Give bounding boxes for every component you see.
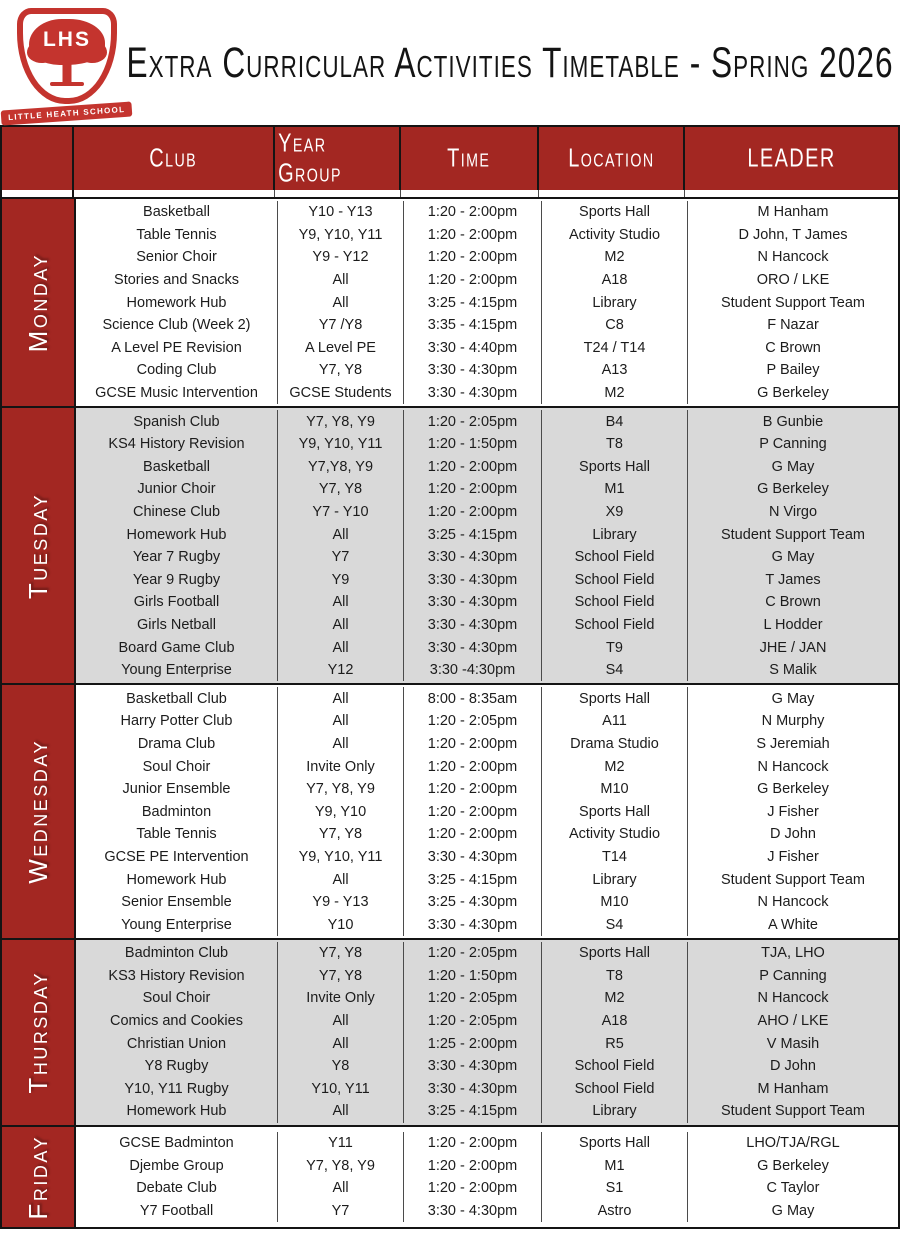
leader-cell: N Hancock xyxy=(687,755,898,778)
column-header-leader: LEADER xyxy=(685,127,898,190)
location-cell: S1 xyxy=(541,1177,687,1200)
club-cell: Girls Netball xyxy=(137,616,216,633)
day-sections xyxy=(2,197,898,1227)
year-group-cell: Y7, Y8, Y9 xyxy=(277,1154,403,1177)
table-row xyxy=(76,1055,898,1078)
time-cell: 1:20 - 2:00pm xyxy=(403,1132,541,1155)
table-row xyxy=(76,523,898,546)
time-cell: 1:20 - 2:05pm xyxy=(403,987,541,1010)
table-row xyxy=(76,987,898,1010)
timetable xyxy=(0,125,900,1229)
leader-cell: Student Support Team xyxy=(687,868,898,891)
year-group-cell: Y7 - Y10 xyxy=(277,501,403,524)
club-cell: Y10, Y11 Rugby xyxy=(124,1080,229,1097)
location-cell: School Field xyxy=(541,569,687,592)
leader-cell: LHO/TJA/RGL xyxy=(687,1132,898,1155)
club-cell: GCSE PE Intervention xyxy=(104,848,249,865)
table-row xyxy=(76,433,898,456)
day-label-text: Tuesday xyxy=(22,492,53,599)
year-group-cell: Y10, Y11 xyxy=(277,1078,403,1101)
location-cell: Activity Studio xyxy=(541,823,687,846)
leader-cell: M Hanham xyxy=(687,201,898,224)
day-label-text: Thursday xyxy=(22,971,53,1094)
column-header-club: Club xyxy=(74,127,275,190)
location-cell: Sports Hall xyxy=(541,201,687,224)
day-section-thursday xyxy=(2,938,898,1125)
school-logo xyxy=(0,4,134,121)
club-cell: Badminton Club xyxy=(124,945,229,962)
year-group-cell: Y9, Y10, Y11 xyxy=(277,846,403,869)
leader-cell: AHO / LKE xyxy=(687,1010,898,1033)
column-header-time: Time xyxy=(401,127,539,190)
club-cell: Table Tennis xyxy=(136,826,217,843)
year-group-cell: Y9 xyxy=(277,569,403,592)
table-row xyxy=(76,823,898,846)
leader-cell: N Hancock xyxy=(687,891,898,914)
table-row xyxy=(76,1154,898,1177)
leader-cell: P Canning xyxy=(687,433,898,456)
time-cell: 1:20 - 2:00pm xyxy=(403,1154,541,1177)
year-group-cell: Y9 - Y13 xyxy=(277,891,403,914)
leader-cell: ORO / LKE xyxy=(687,269,898,292)
table-row xyxy=(76,337,898,360)
location-cell: M10 xyxy=(541,778,687,801)
location-cell: School Field xyxy=(541,591,687,614)
year-group-cell: Y10 xyxy=(277,913,403,936)
time-cell: 1:20 - 2:00pm xyxy=(403,823,541,846)
time-cell: 3:30 - 4:30pm xyxy=(403,913,541,936)
time-cell: 1:20 - 2:00pm xyxy=(403,733,541,756)
club-cell: Debate Club xyxy=(136,1180,217,1197)
club-cell: Junior Ensemble xyxy=(122,781,231,798)
day-label-text: Wednesday xyxy=(22,739,53,885)
time-cell: 3:30 - 4:30pm xyxy=(403,546,541,569)
leader-cell: N Murphy xyxy=(687,710,898,733)
location-cell: M2 xyxy=(541,382,687,405)
leader-cell: F Nazar xyxy=(687,314,898,337)
table-row xyxy=(76,755,898,778)
time-cell: 1:20 - 1:50pm xyxy=(403,965,541,988)
table-row xyxy=(76,478,898,501)
time-cell: 3:35 - 4:15pm xyxy=(403,314,541,337)
table-row xyxy=(76,913,898,936)
table-row xyxy=(76,291,898,314)
club-cell: Young Enterprise xyxy=(121,916,232,933)
club-cell: GCSE Badminton xyxy=(119,1135,234,1152)
table-row xyxy=(76,410,898,433)
club-cell: Spanish Club xyxy=(133,413,220,430)
club-cell: Comics and Cookies xyxy=(110,1013,243,1030)
leader-cell: M Hanham xyxy=(687,1078,898,1101)
column-header-year-group: Year Group xyxy=(275,127,401,190)
time-cell: 3:30 - 4:30pm xyxy=(403,591,541,614)
table-row xyxy=(76,1010,898,1033)
time-cell: 3:25 - 4:15pm xyxy=(403,868,541,891)
location-cell: S4 xyxy=(541,659,687,682)
club-cell: Junior Choir xyxy=(137,481,216,498)
page-header xyxy=(0,0,900,125)
table-row xyxy=(76,891,898,914)
table-row xyxy=(76,359,898,382)
table-row xyxy=(76,800,898,823)
year-group-cell: Y10 - Y13 xyxy=(277,201,403,224)
header-row xyxy=(2,127,898,190)
time-cell: 3:30 - 4:30pm xyxy=(403,1078,541,1101)
leader-cell: P Canning xyxy=(687,965,898,988)
leader-cell: P Bailey xyxy=(687,359,898,382)
time-cell: 1:20 - 1:50pm xyxy=(403,433,541,456)
leader-cell: S Jeremiah xyxy=(687,733,898,756)
club-cell: Soul Choir xyxy=(142,990,211,1007)
club-cell: Stories and Snacks xyxy=(114,272,239,289)
leader-cell: N Hancock xyxy=(687,246,898,269)
leader-cell: Student Support Team xyxy=(687,1100,898,1123)
table-row xyxy=(76,314,898,337)
day-label xyxy=(2,408,76,683)
club-cell: Science Club (Week 2) xyxy=(102,317,251,334)
time-cell: 3:30 -4:30pm xyxy=(403,659,541,682)
time-cell: 1:20 - 2:00pm xyxy=(403,224,541,247)
time-cell: 3:30 - 4:30pm xyxy=(403,614,541,637)
leader-cell: L Hodder xyxy=(687,614,898,637)
year-group-cell: Y9, Y10, Y11 xyxy=(277,433,403,456)
location-cell: School Field xyxy=(541,1055,687,1078)
club-cell: Homework Hub xyxy=(126,294,227,311)
location-cell: Drama Studio xyxy=(541,733,687,756)
year-group-cell: Y7, Y8 xyxy=(277,359,403,382)
day-label xyxy=(2,1127,76,1227)
location-cell: Library xyxy=(541,1100,687,1123)
day-label-text: Monday xyxy=(22,253,53,353)
table-row xyxy=(76,1200,898,1223)
year-group-cell: Y9 - Y12 xyxy=(277,246,403,269)
time-cell: 1:20 - 2:00pm xyxy=(403,800,541,823)
time-cell: 1:20 - 2:00pm xyxy=(403,755,541,778)
location-cell: A11 xyxy=(541,710,687,733)
table-row xyxy=(76,546,898,569)
school-acronym: LHS xyxy=(42,28,91,51)
table-row xyxy=(76,201,898,224)
leader-cell: J Fisher xyxy=(687,846,898,869)
club-cell: Drama Club xyxy=(137,735,216,752)
time-cell: 3:30 - 4:30pm xyxy=(403,846,541,869)
location-cell: M10 xyxy=(541,891,687,914)
leader-cell: TJA, LHO xyxy=(687,942,898,965)
location-cell: M1 xyxy=(541,1154,687,1177)
club-cell: Basketball Club xyxy=(126,690,227,707)
club-cell: Coding Club xyxy=(136,362,217,379)
table-row xyxy=(76,456,898,479)
club-cell: Year 9 Rugby xyxy=(132,571,221,588)
club-cell: Senior Choir xyxy=(136,249,217,266)
location-cell: Sports Hall xyxy=(541,687,687,710)
club-cell: Senior Ensemble xyxy=(121,894,232,911)
club-cell: Harry Potter Club xyxy=(120,713,233,730)
location-cell: School Field xyxy=(541,1078,687,1101)
club-cell: Christian Union xyxy=(126,1035,227,1052)
day-section-tuesday xyxy=(2,406,898,683)
club-cell: KS4 History Revision xyxy=(108,436,245,453)
leader-cell: C Brown xyxy=(687,337,898,360)
year-group-cell: Y7, Y8 xyxy=(277,823,403,846)
leader-cell: J Fisher xyxy=(687,800,898,823)
location-cell: A13 xyxy=(541,359,687,382)
year-group-cell: Y9, Y10, Y11 xyxy=(277,224,403,247)
table-row xyxy=(76,1078,898,1101)
leader-cell: G Berkeley xyxy=(687,478,898,501)
column-header-location: Location xyxy=(539,127,685,190)
time-cell: 3:30 - 4:30pm xyxy=(403,1055,541,1078)
club-cell: KS3 History Revision xyxy=(108,967,245,984)
day-label xyxy=(2,940,76,1125)
day-section-friday xyxy=(2,1125,898,1227)
leader-cell: N Virgo xyxy=(687,501,898,524)
table-row xyxy=(76,569,898,592)
year-group-cell: Y7, Y8, Y9 xyxy=(277,778,403,801)
lhs-shield-icon xyxy=(17,8,117,104)
time-cell: 3:30 - 4:30pm xyxy=(403,636,541,659)
location-cell: A18 xyxy=(541,269,687,292)
leader-cell: B Gunbie xyxy=(687,410,898,433)
time-cell: 8:00 - 8:35am xyxy=(403,687,541,710)
day-label-text: Friday xyxy=(22,1134,53,1220)
leader-cell: Student Support Team xyxy=(687,291,898,314)
tree-trunk-icon xyxy=(62,62,71,84)
time-cell: 1:20 - 2:05pm xyxy=(403,710,541,733)
club-cell: GCSE Music Intervention xyxy=(95,385,258,402)
location-cell: Sports Hall xyxy=(541,942,687,965)
table-row xyxy=(76,1100,898,1123)
location-cell: Astro xyxy=(541,1200,687,1223)
club-cell: Table Tennis xyxy=(136,226,217,243)
time-cell: 1:20 - 2:05pm xyxy=(403,410,541,433)
location-cell: A18 xyxy=(541,1010,687,1033)
year-group-cell: All xyxy=(277,1032,403,1055)
club-cell: Badminton xyxy=(141,803,212,820)
leader-cell: G Berkeley xyxy=(687,1154,898,1177)
time-cell: 3:25 - 4:30pm xyxy=(403,891,541,914)
table-row xyxy=(76,710,898,733)
year-group-cell: All xyxy=(277,710,403,733)
table-row xyxy=(76,687,898,710)
day-section-monday xyxy=(2,197,898,406)
school-name-banner: LITTLE HEATH SCHOOL xyxy=(1,101,133,125)
club-cell: Homework Hub xyxy=(126,871,227,888)
time-cell: 3:25 - 4:15pm xyxy=(403,1100,541,1123)
year-group-cell: All xyxy=(277,614,403,637)
club-cell: Board Game Club xyxy=(118,639,235,656)
club-cell: Homework Hub xyxy=(126,1103,227,1120)
location-cell: T8 xyxy=(541,965,687,988)
club-cell: A Level PE Revision xyxy=(111,339,242,356)
year-group-cell: All xyxy=(277,733,403,756)
table-row xyxy=(76,269,898,292)
time-cell: 1:20 - 2:00pm xyxy=(403,1177,541,1200)
time-cell: 3:25 - 4:15pm xyxy=(403,523,541,546)
location-cell: Library xyxy=(541,291,687,314)
year-group-cell: All xyxy=(277,523,403,546)
table-row xyxy=(76,636,898,659)
year-group-cell: Y7, Y8 xyxy=(277,478,403,501)
time-cell: 3:30 - 4:30pm xyxy=(403,569,541,592)
year-group-cell: All xyxy=(277,291,403,314)
table-row xyxy=(76,778,898,801)
club-cell: Soul Choir xyxy=(142,758,211,775)
club-cell: Girls Football xyxy=(133,594,220,611)
table-row xyxy=(76,846,898,869)
year-group-cell: All xyxy=(277,1177,403,1200)
table-row xyxy=(76,382,898,405)
location-cell: Sports Hall xyxy=(541,1132,687,1155)
year-group-cell: All xyxy=(277,591,403,614)
table-row xyxy=(76,733,898,756)
year-group-cell: Y7, Y8, Y9 xyxy=(277,410,403,433)
leader-cell: C Taylor xyxy=(687,1177,898,1200)
time-cell: 1:20 - 2:00pm xyxy=(403,501,541,524)
time-cell: 1:20 - 2:00pm xyxy=(403,246,541,269)
club-cell: Basketball xyxy=(143,458,210,475)
location-cell: T9 xyxy=(541,636,687,659)
club-cell: Djembe Group xyxy=(129,1157,224,1174)
leader-cell: A White xyxy=(687,913,898,936)
location-cell: M2 xyxy=(541,755,687,778)
year-group-cell: Y9, Y10 xyxy=(277,800,403,823)
table-row xyxy=(76,224,898,247)
location-cell: M1 xyxy=(541,478,687,501)
year-group-cell: All xyxy=(277,269,403,292)
year-group-cell: Y7 /Y8 xyxy=(277,314,403,337)
location-cell: T24 / T14 xyxy=(541,337,687,360)
location-cell: C8 xyxy=(541,314,687,337)
day-section-wednesday xyxy=(2,683,898,938)
club-cell: Y8 Rugby xyxy=(144,1058,209,1075)
time-cell: 1:20 - 2:00pm xyxy=(403,478,541,501)
time-cell: 3:30 - 4:30pm xyxy=(403,359,541,382)
table-row xyxy=(76,659,898,682)
year-group-cell: Invite Only xyxy=(277,755,403,778)
time-cell: 1:20 - 2:00pm xyxy=(403,269,541,292)
leader-cell: G May xyxy=(687,456,898,479)
location-cell: School Field xyxy=(541,546,687,569)
location-cell: Sports Hall xyxy=(541,800,687,823)
corner-cell xyxy=(2,127,74,190)
leader-cell: G Berkeley xyxy=(687,382,898,405)
leader-cell: S Malik xyxy=(687,659,898,682)
location-cell: T8 xyxy=(541,433,687,456)
time-cell: 3:30 - 4:40pm xyxy=(403,337,541,360)
location-cell: Library xyxy=(541,868,687,891)
time-cell: 1:20 - 2:00pm xyxy=(403,456,541,479)
year-group-cell: Y7,Y8, Y9 xyxy=(277,456,403,479)
page-title: Extra Curricular Activities Timetable - Spring 2026 xyxy=(126,37,894,86)
table-row xyxy=(76,591,898,614)
leader-cell: Student Support Team xyxy=(687,523,898,546)
location-cell: S4 xyxy=(541,913,687,936)
location-cell: School Field xyxy=(541,614,687,637)
year-group-cell: All xyxy=(277,1010,403,1033)
table-row xyxy=(76,942,898,965)
table-row xyxy=(76,868,898,891)
table-row xyxy=(76,965,898,988)
time-cell: 3:30 - 4:30pm xyxy=(403,382,541,405)
leader-cell: G May xyxy=(687,546,898,569)
year-group-cell: Y7 xyxy=(277,1200,403,1223)
table-row xyxy=(76,501,898,524)
location-cell: B4 xyxy=(541,410,687,433)
year-group-cell: Y8 xyxy=(277,1055,403,1078)
leader-cell: D John xyxy=(687,1055,898,1078)
time-cell: 1:20 - 2:00pm xyxy=(403,778,541,801)
header-spacer xyxy=(2,190,898,197)
year-group-cell: Invite Only xyxy=(277,987,403,1010)
club-cell: Homework Hub xyxy=(126,526,227,543)
time-cell: 1:25 - 2:00pm xyxy=(403,1032,541,1055)
club-cell: Young Enterprise xyxy=(121,662,232,679)
leader-cell: G May xyxy=(687,687,898,710)
tree-roots-icon xyxy=(50,82,84,86)
table-row xyxy=(76,1132,898,1155)
leader-cell: D John xyxy=(687,823,898,846)
year-group-cell: Y7, Y8 xyxy=(277,942,403,965)
time-cell: 1:20 - 2:00pm xyxy=(403,201,541,224)
year-group-cell: All xyxy=(277,636,403,659)
time-cell: 1:20 - 2:05pm xyxy=(403,942,541,965)
location-cell: M2 xyxy=(541,987,687,1010)
year-group-cell: Y7 xyxy=(277,546,403,569)
year-group-cell: All xyxy=(277,1100,403,1123)
leader-cell: V Masih xyxy=(687,1032,898,1055)
table-row xyxy=(76,614,898,637)
club-cell: Year 7 Rugby xyxy=(132,549,221,566)
leader-cell: C Brown xyxy=(687,591,898,614)
leader-cell: N Hancock xyxy=(687,987,898,1010)
time-cell: 3:25 - 4:15pm xyxy=(403,291,541,314)
year-group-cell: All xyxy=(277,687,403,710)
location-cell: Library xyxy=(541,523,687,546)
year-group-cell: Y12 xyxy=(277,659,403,682)
year-group-cell: GCSE Students xyxy=(277,382,403,405)
club-cell: Y7 Football xyxy=(139,1202,214,1219)
location-cell: X9 xyxy=(541,501,687,524)
year-group-cell: All xyxy=(277,868,403,891)
day-label xyxy=(2,199,76,406)
location-cell: R5 xyxy=(541,1032,687,1055)
year-group-cell: A Level PE xyxy=(277,337,403,360)
leader-cell: D John, T James xyxy=(687,224,898,247)
year-group-cell: Y11 xyxy=(277,1132,403,1155)
leader-cell: G Berkeley xyxy=(687,778,898,801)
leader-cell: JHE / JAN xyxy=(687,636,898,659)
club-cell: Chinese Club xyxy=(132,504,221,521)
table-row xyxy=(76,1177,898,1200)
table-row xyxy=(76,1032,898,1055)
club-cell: Basketball xyxy=(143,204,210,221)
leader-cell: G May xyxy=(687,1200,898,1223)
time-cell: 1:20 - 2:05pm xyxy=(403,1010,541,1033)
table-row xyxy=(76,246,898,269)
day-label xyxy=(2,685,76,938)
year-group-cell: Y7, Y8 xyxy=(277,965,403,988)
location-cell: Sports Hall xyxy=(541,456,687,479)
location-cell: Activity Studio xyxy=(541,224,687,247)
location-cell: M2 xyxy=(541,246,687,269)
location-cell: T14 xyxy=(541,846,687,869)
time-cell: 3:30 - 4:30pm xyxy=(403,1200,541,1223)
leader-cell: T James xyxy=(687,569,898,592)
